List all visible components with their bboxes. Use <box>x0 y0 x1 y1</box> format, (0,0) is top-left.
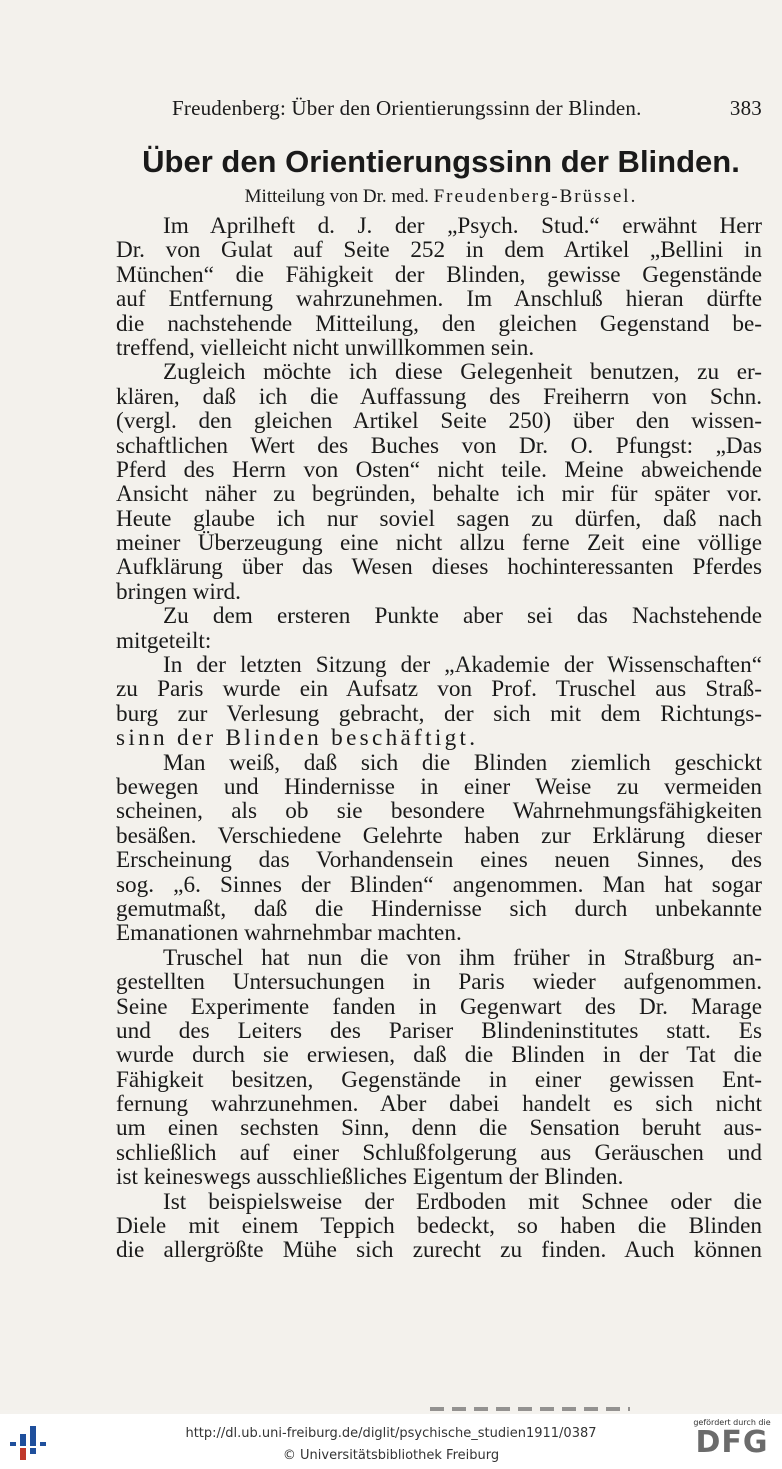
text-line: Ansicht näher zu begründen, behalte ich mir für später vor. <box>116 481 762 508</box>
text-line: die nachstehende Mitteilung, den gleichen Gegenstand be- <box>116 310 762 337</box>
text-line: besäßen. Verschiedene Gelehrte haben zur Erklärung dieser <box>116 822 762 849</box>
text-line: Aufklärung über das Wesen dieses hochinteressanten Pferdes <box>116 554 762 581</box>
text-line: gestellten Untersuchungen in Paris wieder aufgenommen. <box>116 969 762 996</box>
text-line: gemutmaßt, daß die Hindernisse sich durch unbekannte <box>116 895 762 922</box>
text-line: treffend, vielleicht nicht unwillkommen sein. <box>116 334 535 361</box>
digitization-footer <box>0 1414 782 1469</box>
dfg-funding-logo <box>692 1418 772 1459</box>
running-header <box>172 96 762 126</box>
cut-off-line-fragment <box>430 1407 630 1411</box>
text-line: scheinen, als ob sie besondere Wahrnehmungsfähigkeiten <box>116 798 762 825</box>
byline-author: Freudenberg-Brüssel. <box>433 186 638 207</box>
text-line: sog. „6. Sinnes der Blinden“ angenommen. Man hat sogar <box>116 871 762 898</box>
copyright-notice: © Universitätsbibliothek Freiburg <box>282 1448 500 1463</box>
text-line: Truschel hat nun die von ihm früher in Straßburg an- <box>163 944 762 971</box>
text-line: Seine Experimente fanden in Gegenwart des Dr. Marage <box>116 993 762 1020</box>
text-line: zu Paris wurde ein Aufsatz von Prof. Truschel aus Straß- <box>116 676 762 703</box>
text-line: Diele mit einem Teppich bedeckt, so haben die Blinden <box>116 1213 762 1240</box>
text-line: (vergl. den gleichen Artikel Seite 250) über den wissen- <box>116 408 762 435</box>
dfg-caption: gefördert durch die <box>693 1418 771 1427</box>
page-number: 383 <box>729 96 762 120</box>
article-body <box>116 214 762 1263</box>
text-line: wurde durch sie erwiesen, daß die Blinden in der Tat die <box>116 1042 762 1069</box>
text-line: Im Aprilheft d. J. der „Psych. Stud.“ erwähnt Herr <box>163 213 762 239</box>
text-line: klären, daß ich die Auffassung des Freiherrn von Schn. <box>116 383 762 410</box>
text-line: und des Leiters des Pariser Blindeninstitutes statt. Es <box>116 1017 762 1044</box>
text-line: Man weiß, daß sich die Blinden ziemlich geschickt <box>163 749 762 776</box>
text-line: schaftlichen Wert des Buches von Dr. O. Pfungst: „Das <box>116 432 762 459</box>
text-line: fernung wahrzunehmen. Aber dabei handelt es sich nicht <box>116 1091 762 1118</box>
text-line: mitgeteilt: <box>116 627 212 654</box>
text-line: In der letzten Sitzung der „Akademie der Wissenschaften“ <box>163 652 762 679</box>
text-line: Zu dem ersteren Punkte aber sei das Nachstehende <box>163 603 762 630</box>
text-line: um einen sechsten Sinn, denn die Sensation beruht aus- <box>116 1115 762 1142</box>
permalink-url[interactable]: http://dl.ub.uni-freiburg.de/diglit/psychische_studien1911/0387 <box>185 1426 597 1441</box>
text-line: Pferd des Herrn von Osten“ nicht teile. Meine abweichende <box>116 456 762 483</box>
text-line: sinn der Blinden beschäftigt. <box>116 725 479 752</box>
text-line: München“ die Fähigkeit der Blinden, gewisse Gegenstände <box>116 261 762 288</box>
text-line: Ist beispielsweise der Erdboden mit Schnee oder die <box>163 1188 762 1215</box>
text-line: Erscheinung das Vorhandensein eines neuen Sinnes, des <box>116 847 762 874</box>
article-byline <box>120 186 762 208</box>
text-line: Zugleich möchte ich diese Gelegenheit benutzen, zu er- <box>163 359 762 386</box>
article-title: Über den Orientierungssinn der Blinden. <box>142 144 740 179</box>
text-line: Emanationen wahrnehmbar machten. <box>116 920 462 947</box>
text-line: Dr. von Gulat auf Seite 252 in dem Artikel „Bellini in <box>116 237 762 264</box>
text-line: meiner Überzeugung eine nicht allzu ferne Zeit eine völlige <box>116 530 762 557</box>
text-line: schließlich auf einer Schlußfolgerung aus Geräuschen und <box>116 1139 762 1166</box>
text-line: Heute glaube ich nur soviel sagen zu dürfen, daß nach <box>116 505 762 532</box>
text-line: die allergrößte Mühe sich zurecht zu finden. Auch können <box>116 1237 762 1264</box>
text-line: auf Entfernung wahrzunehmen. Im Anschluß hieran dürfte <box>116 286 762 313</box>
text-line: Fähigkeit besitzen, Gegenstände in einer gewissen Ent- <box>116 1066 762 1093</box>
text-line: bringen wird. <box>116 578 241 605</box>
text-line: bewegen und Hindernisse in einer Weise zu vermeiden <box>116 773 762 800</box>
running-title: Freudenberg: Über den Orientierungssinn der Blinden. <box>172 96 642 120</box>
text-line: burg zur Verlesung gebracht, der sich mit dem Richtungs- <box>116 700 762 727</box>
text-line: ist keineswegs ausschließliches Eigentum der Blinden. <box>116 1164 624 1191</box>
byline-prefix: Mitteilung von Dr. med. <box>244 186 429 207</box>
dfg-logo-text: DFG <box>695 1425 769 1460</box>
